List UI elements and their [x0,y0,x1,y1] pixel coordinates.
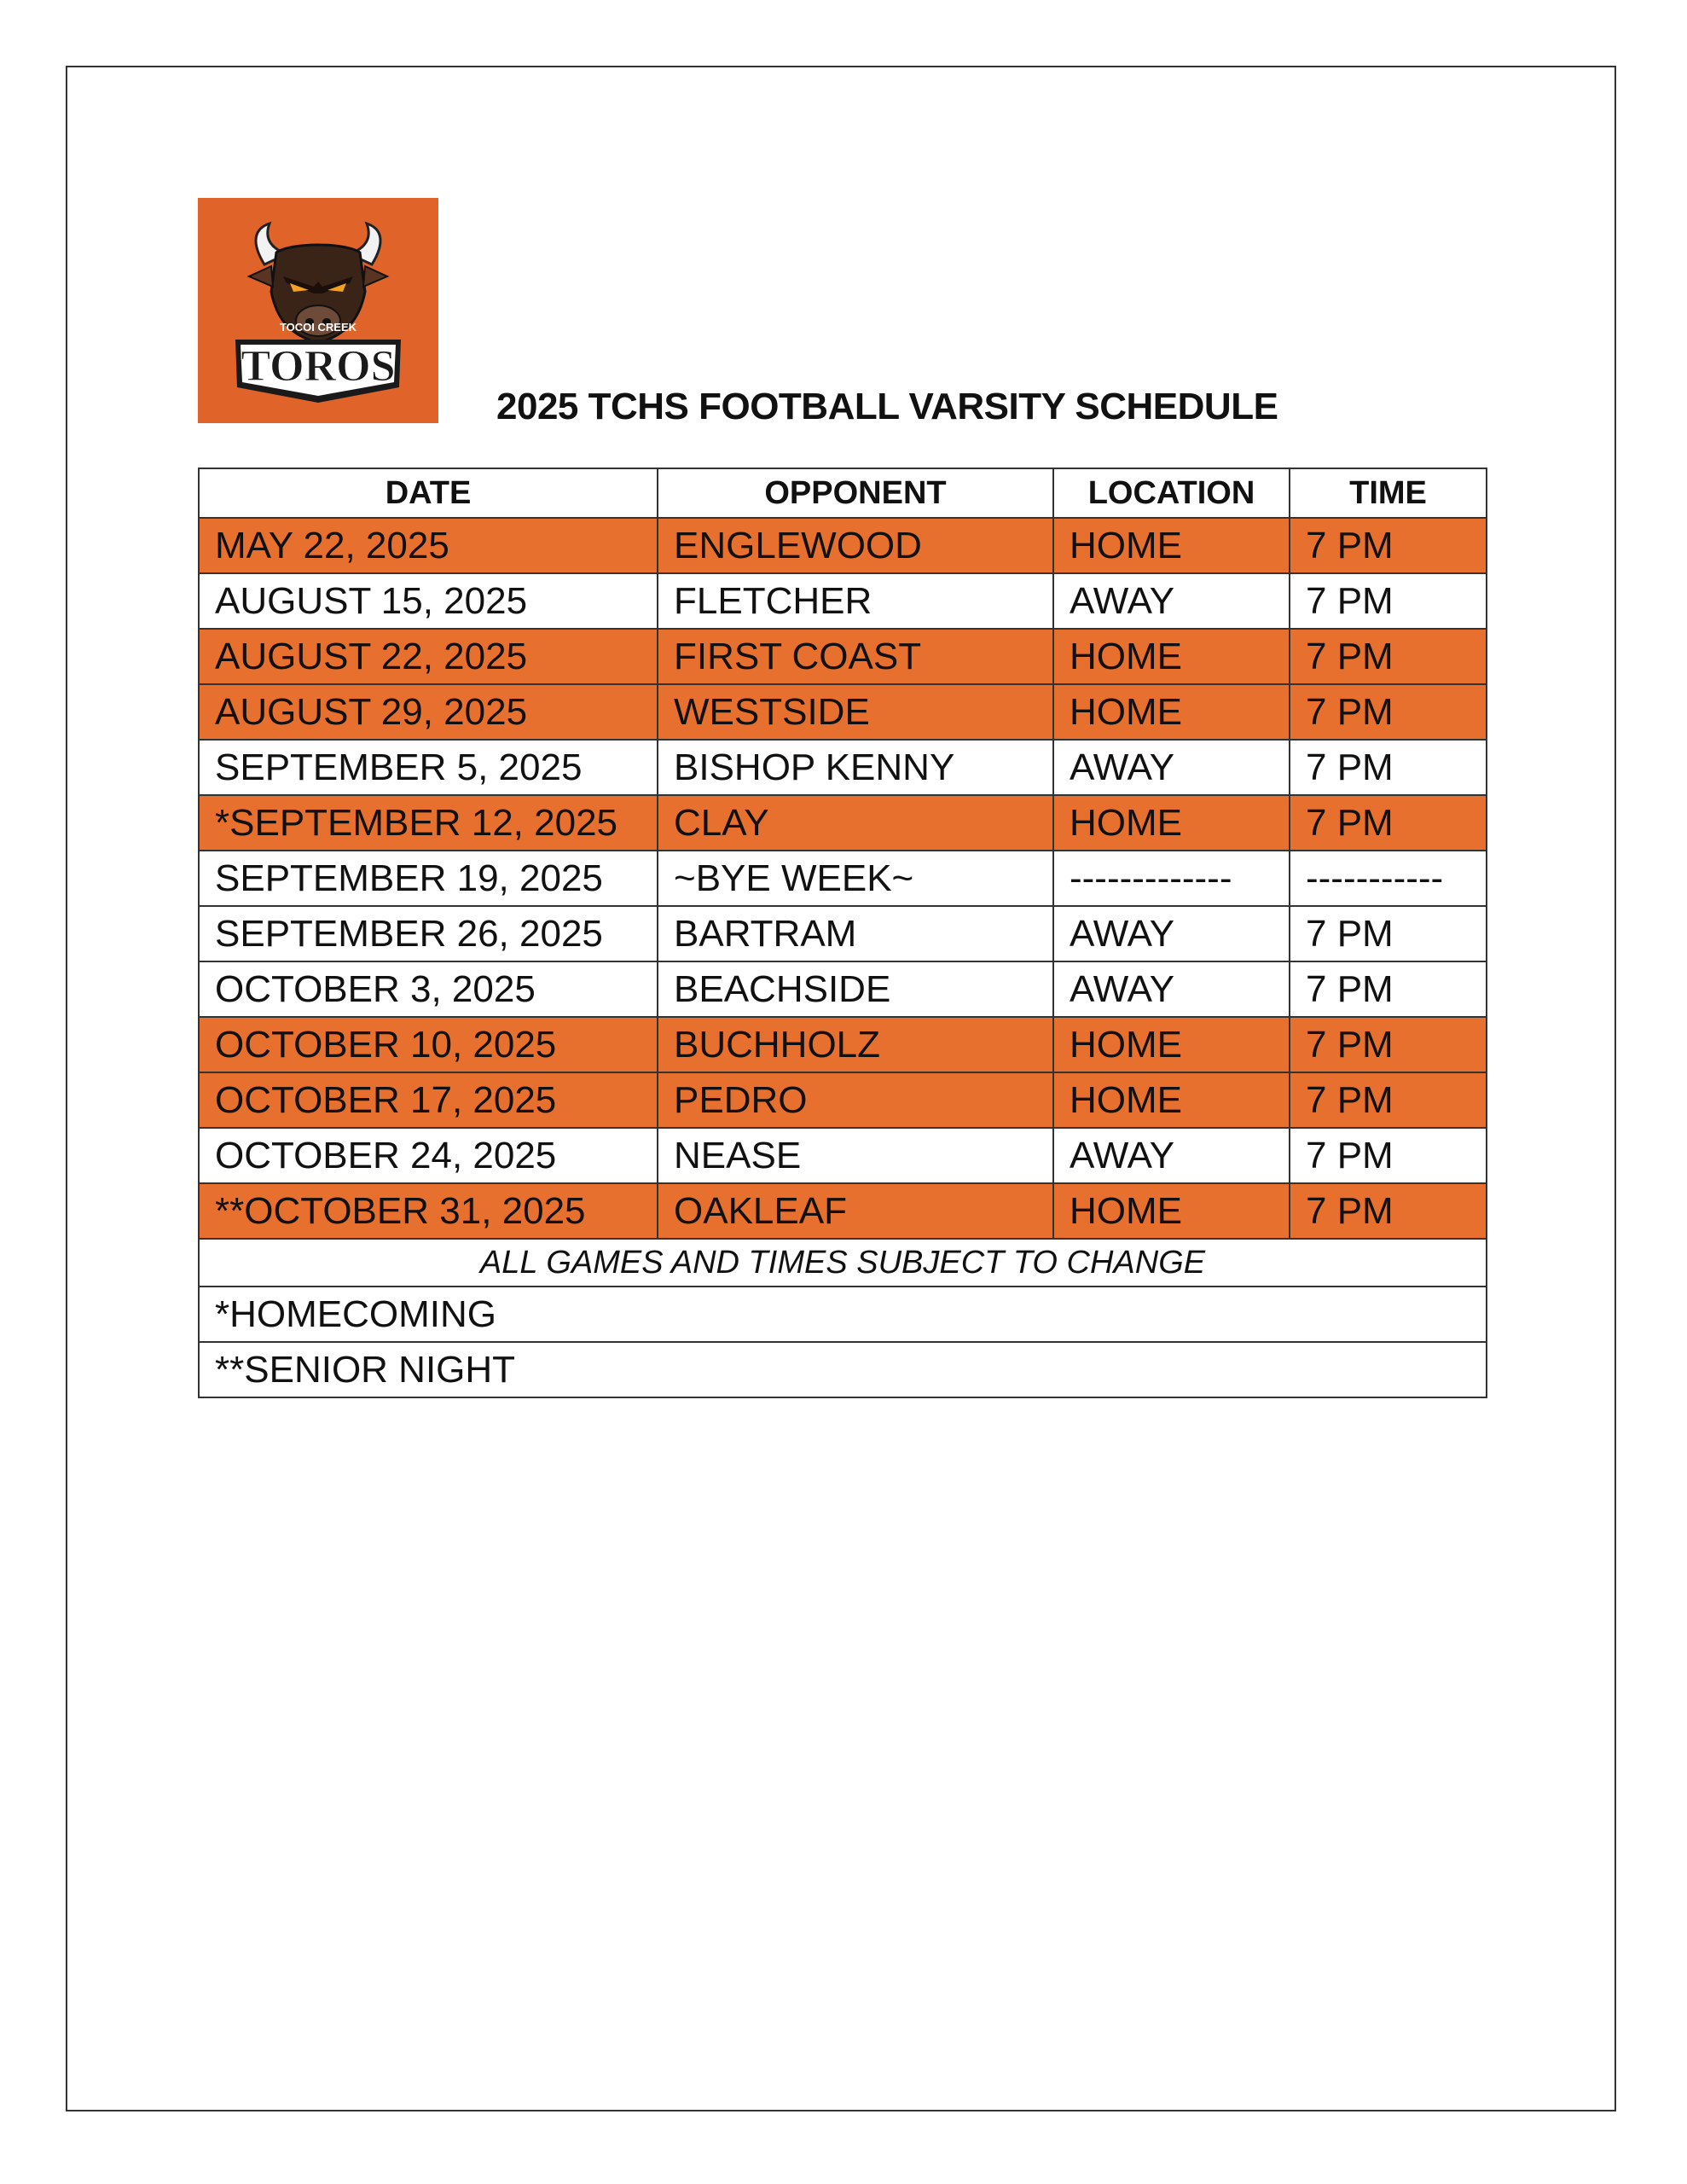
table-row [199,1183,1487,1239]
cell-location: AWAY [1053,961,1290,1017]
cell-opponent: PEDRO [658,1072,1053,1128]
table-row [199,740,1487,795]
cell-date: AUGUST 15, 2025 [199,573,658,629]
cell-opponent: WESTSIDE [658,684,1053,740]
cell-date: SEPTEMBER 19, 2025 [199,851,658,906]
cell-location: AWAY [1053,906,1290,961]
table-row [199,684,1487,740]
cell-opponent: CLAY [658,795,1053,851]
cell-opponent: BISHOP KENNY [658,740,1053,795]
cell-opponent: ENGLEWOOD [658,518,1053,573]
cell-opponent: NEASE [658,1128,1053,1183]
cell-location: ------------- [1053,851,1290,906]
cell-date: **OCTOBER 31, 2025 [199,1183,658,1239]
table-row [199,573,1487,629]
schedule-note-row [199,1239,1487,1287]
footnote-row [199,1287,1487,1342]
header-location: LOCATION [1053,468,1290,518]
cell-date: OCTOBER 17, 2025 [199,1072,658,1128]
header-date: DATE [199,468,658,518]
cell-time: 7 PM [1290,629,1487,684]
logo-school-text: TOCOI CREEK [279,321,357,334]
cell-location: HOME [1053,518,1290,573]
cell-date: SEPTEMBER 5, 2025 [199,740,658,795]
table-row [199,961,1487,1017]
cell-opponent: OAKLEAF [658,1183,1053,1239]
cell-location: AWAY [1053,740,1290,795]
table-row [199,518,1487,573]
cell-date: SEPTEMBER 26, 2025 [199,906,658,961]
header-time: TIME [1290,468,1487,518]
cell-time: 7 PM [1290,1072,1487,1128]
cell-opponent: FLETCHER [658,573,1053,629]
header-opponent: OPPONENT [658,468,1053,518]
table-row [199,906,1487,961]
cell-location: HOME [1053,1072,1290,1128]
cell-opponent: BUCHHOLZ [658,1017,1053,1072]
bull-mascot-icon [198,198,438,423]
cell-location: HOME [1053,1017,1290,1072]
cell-date: AUGUST 22, 2025 [199,629,658,684]
table-row [199,629,1487,684]
table-row [199,1128,1487,1183]
table-header-row [199,468,1487,518]
cell-time: 7 PM [1290,518,1487,573]
cell-opponent: FIRST COAST [658,629,1053,684]
cell-time: 7 PM [1290,573,1487,629]
footnote-homecoming: *HOMECOMING [199,1287,1487,1342]
schedule-note: ALL GAMES AND TIMES SUBJECT TO CHANGE [199,1239,1487,1287]
cell-time: 7 PM [1290,684,1487,740]
schedule-table [198,468,1487,1398]
cell-time: 7 PM [1290,795,1487,851]
table-row [199,1072,1487,1128]
cell-location: HOME [1053,1183,1290,1239]
page-title: 2025 TCHS FOOTBALL VARSITY SCHEDULE [496,386,1278,427]
toros-logo [198,198,438,423]
cell-opponent: ~BYE WEEK~ [658,851,1053,906]
cell-date: MAY 22, 2025 [199,518,658,573]
cell-location: HOME [1053,795,1290,851]
logo-mascot-text: TOROS [241,342,396,391]
footnote-row [199,1342,1487,1397]
cell-time: 7 PM [1290,1017,1487,1072]
cell-time: 7 PM [1290,740,1487,795]
cell-time: 7 PM [1290,1183,1487,1239]
cell-date: OCTOBER 10, 2025 [199,1017,658,1072]
cell-location: AWAY [1053,1128,1290,1183]
cell-date: *SEPTEMBER 12, 2025 [199,795,658,851]
cell-date: OCTOBER 24, 2025 [199,1128,658,1183]
table-row [199,795,1487,851]
footnote-senior-night: **SENIOR NIGHT [199,1342,1487,1397]
cell-location: AWAY [1053,573,1290,629]
cell-time: 7 PM [1290,906,1487,961]
cell-time: ----------- [1290,851,1487,906]
cell-opponent: BARTRAM [658,906,1053,961]
table-row [199,1017,1487,1072]
cell-opponent: BEACHSIDE [658,961,1053,1017]
cell-date: OCTOBER 3, 2025 [199,961,658,1017]
cell-time: 7 PM [1290,961,1487,1017]
cell-time: 7 PM [1290,1128,1487,1183]
cell-location: HOME [1053,684,1290,740]
cell-location: HOME [1053,629,1290,684]
table-row [199,851,1487,906]
cell-date: AUGUST 29, 2025 [199,684,658,740]
